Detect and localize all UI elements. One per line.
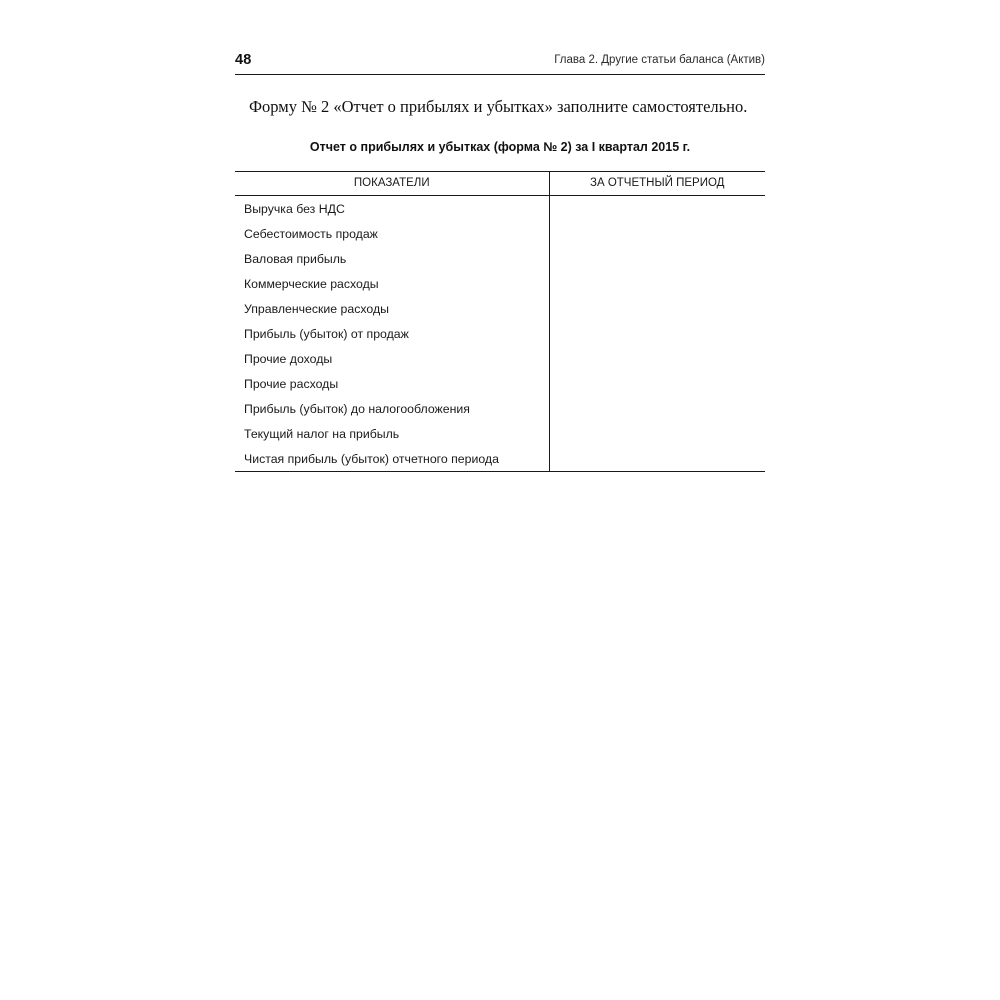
- row-value[interactable]: [549, 321, 765, 346]
- table-caption: Отчет о прибылях и убытках (форма № 2) за I квартал 2015 г.: [309, 140, 691, 155]
- table-row: [235, 446, 765, 472]
- row-value[interactable]: [549, 296, 765, 321]
- column-header-period: ЗА ОТЧЕТНЫЙ ПЕРИОД: [549, 172, 765, 196]
- row-value[interactable]: [549, 221, 765, 246]
- row-label: Прочие расходы: [244, 376, 339, 391]
- table-row: [235, 321, 765, 346]
- row-value[interactable]: [549, 271, 765, 296]
- profit-loss-table: [235, 171, 765, 472]
- table-row: [235, 221, 765, 246]
- row-label: Текущий налог на прибыль: [244, 426, 400, 441]
- table-row: [235, 246, 765, 271]
- header-divider: [235, 74, 765, 75]
- row-label: Прибыль (убыток) от продаж: [244, 326, 409, 341]
- page-number: 48: [235, 52, 252, 68]
- row-label: Управленческие расходы: [244, 301, 389, 316]
- table-row: [235, 296, 765, 321]
- table-body: [235, 196, 765, 472]
- row-value[interactable]: [549, 371, 765, 396]
- chapter-title: Глава 2. Другие статьи баланса (Актив): [554, 54, 765, 66]
- row-label: Валовая прибыль: [244, 251, 347, 266]
- row-value[interactable]: [549, 196, 765, 222]
- row-value[interactable]: [549, 246, 765, 271]
- row-label: Чистая прибыль (убыток) отчетного периода: [235, 446, 549, 472]
- row-label: Коммерческие расходы: [244, 276, 379, 291]
- table-row: [235, 396, 765, 421]
- row-value[interactable]: [549, 346, 765, 371]
- table-row: [235, 421, 765, 446]
- table-header-row: [235, 172, 765, 196]
- column-header-indicator: ПОКАЗАТЕЛИ: [235, 172, 549, 196]
- table-row: [235, 196, 765, 222]
- body-paragraph: Форму № 2 «Отчет о прибылях и убытках» заполните самостоятельно.: [249, 97, 748, 116]
- row-value[interactable]: [549, 396, 765, 421]
- row-value[interactable]: [549, 421, 765, 446]
- row-value[interactable]: [549, 446, 765, 472]
- row-label: Выручка без НДС: [244, 201, 345, 216]
- table-row: [235, 371, 765, 396]
- row-label: Себестоимость продаж: [244, 226, 378, 241]
- row-label: Прибыль (убыток) до налогообложения: [244, 401, 470, 416]
- row-label: Прочие доходы: [244, 351, 333, 366]
- page-content: [235, 52, 765, 472]
- running-head: [235, 52, 765, 74]
- table-row: [235, 346, 765, 371]
- table-row: [235, 271, 765, 296]
